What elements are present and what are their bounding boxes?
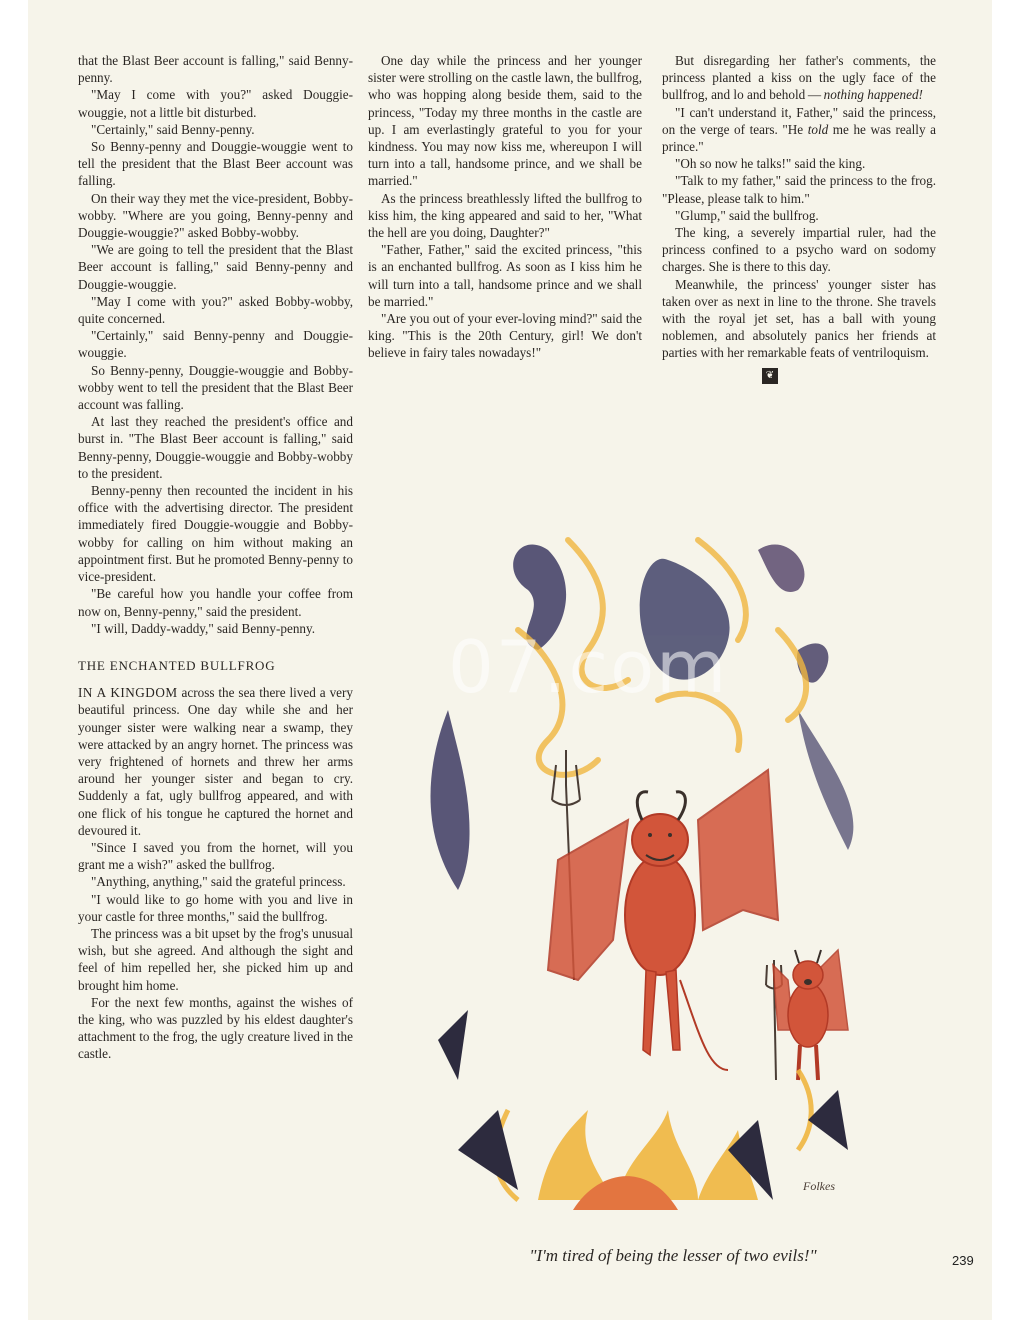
paragraph: On their way they met the vice-president, Bobby-wobby. "Where are you going, Benny-penny and Douggie-wouggie?" asked Bobby-wobby. <box>78 190 353 241</box>
paragraph: "Are you out of your ever-loving mind?" said the king. "This is the 20th Century, girl! We don't believe in fairy tales nowadays!" <box>368 311 642 361</box>
column-3 <box>662 52 936 384</box>
paragraph: "Since I saved you from the hornet, will you grant me a wish?" asked the bullfrog. <box>78 839 353 873</box>
paragraph: "May I come with you?" asked Bobby-wobby, quite concerned. <box>78 293 353 327</box>
paragraph: So Benny-penny and Douggie-wouggie went to tell the president that the Blast Beer account was falling. <box>78 139 353 189</box>
cartoon-caption: "I'm tired of being the lesser of two evils!" <box>529 1246 817 1265</box>
paragraph: that the Blast Beer account is falling," said Benny-penny. <box>78 53 353 86</box>
paragraph: "Certainly," said Benny-penny and Douggie-wouggie. <box>78 328 353 361</box>
small-devil <box>773 950 848 1080</box>
paragraph: One day while the princess and her younger sister were strolling on the castle lawn, the bullfrog, who was hopping along beside them, said to the princess, "Today my three months in the castle are up. I am everlastingly grateful to you for your kindness. You may now kiss me, whereupon I will turn into a tall, handsome prince, and we shall be married." <box>368 53 642 189</box>
paragraph: The princess was a bit upset by the frog's unusual wish, but she agreed. And although the sight and feel of him repelled her, she picked him up and brought him home. <box>78 925 353 993</box>
paragraph: "Father, Father," said the excited princess, "this is an enchanted bullfrog. As soon as I kiss him he will turn into a tall, handsome prince and we shall be married." <box>368 242 642 309</box>
paragraph: Meanwhile, the princess' younger sister has taken over as next in line to the throne. She travels with the royal jet set, has a ball with young noblemen, and absolutely panics her friends at parties with her remarkable feats of ventriloquism. <box>662 276 936 361</box>
paragraph-text: me he was really a prince." <box>662 121 936 155</box>
paragraph: "May I come with you?" asked Douggie-wouggie, not a little bit disturbed. <box>78 87 353 120</box>
paragraph: "Oh so now he talks!" said the king. <box>675 156 866 172</box>
paragraph: For the next few months, against the wishes of the king, who was puzzled by his eldest daughter's attachment to the frog, the ugly creature lived in the castle. <box>78 994 353 1062</box>
paragraph: Benny-penny then recounted the incident in his office with the advertising director. The president immediately fired Douggie-wouggie and Bobby-wobby for calling on him without making an appointment first. But he promoted Benny-penny to vice-president. <box>78 483 353 585</box>
big-devil <box>548 770 778 1070</box>
paragraph: "I will, Daddy-waddy," said Benny-penny. <box>91 620 316 636</box>
paragraph: "We are going to tell the president that the Blast Beer account is falling," said Benny-penny and Douggie-wouggie. <box>78 242 353 292</box>
paragraph: "Talk to my father," said the princess to the frog. "Please, please talk to him." <box>662 173 936 206</box>
paragraph-text: "I can't understand it, Father," said the princess, on the verge of tears. "He <box>662 104 936 137</box>
story-lead-paragraph <box>78 684 353 839</box>
column-2 <box>368 52 642 362</box>
lead-smallcaps: IN A KINGDOM <box>78 685 178 701</box>
paragraph: So Benny-penny, Douggie-wouggie and Bobby-wobby went to tell the president that the Blast Beer account was falling. <box>78 362 353 413</box>
lead-text: across the sea there lived a very beautiful princess. One day while she and her younger sister were walking near a swamp, they were attacked by an angry hornet. The princess was very frightened of hornets and threw her arms around her younger sister and began to cry. Suddenly a fat, ugly bullfrog appeared, and with one flick of his tongue he captured the hornet and devoured it. <box>78 685 353 838</box>
emphasis: nothing happened! <box>823 87 923 103</box>
paragraph: "Be careful how you handle your coffee from now on, Benny-penny," said the president. <box>78 586 353 619</box>
story-heading: THE ENCHANTED BULLFROG <box>78 657 276 673</box>
paragraph: "Glump," said the bullfrog. <box>675 207 819 223</box>
paragraph: "I would like to go home with you and live in your castle for three months," said the bullfrog. <box>78 891 353 924</box>
paragraph: As the princess breathlessly lifted the bullfrog to kiss him, the king appeared and said to her, "What the hell are you doing, Daughter?" <box>368 190 642 241</box>
watermark: 07.com <box>448 625 729 709</box>
page-number: 239 <box>952 1253 974 1268</box>
paragraph: "Certainly," said Benny-penny. <box>91 121 255 137</box>
artist-signature: Folkes <box>803 1179 835 1193</box>
cartoon-illustration <box>398 510 868 1230</box>
emphasis: told <box>807 121 829 137</box>
paragraph: At last they reached the president's office and burst in. "The Blast Beer account is falling," said Benny-penny, Douggie-wouggie and Bobby-wobby to the president. <box>78 414 353 481</box>
magazine-page <box>28 0 992 1320</box>
paragraph-text: But disregarding her father's comments, the princess planted a kiss on the ugly face of the bullfrog, and lo and behold — <box>662 53 936 103</box>
paragraph <box>662 104 936 156</box>
paragraph: "Anything, anything," said the grateful princess. <box>91 874 346 890</box>
paragraph <box>662 52 936 104</box>
rabbit-head-end-icon: ❦ <box>762 368 778 384</box>
column-1 <box>78 52 353 1063</box>
paragraph: The king, a severely impartial ruler, had the princess confined to a psycho ward on sodomy charges. She is there to this day. <box>662 225 936 275</box>
